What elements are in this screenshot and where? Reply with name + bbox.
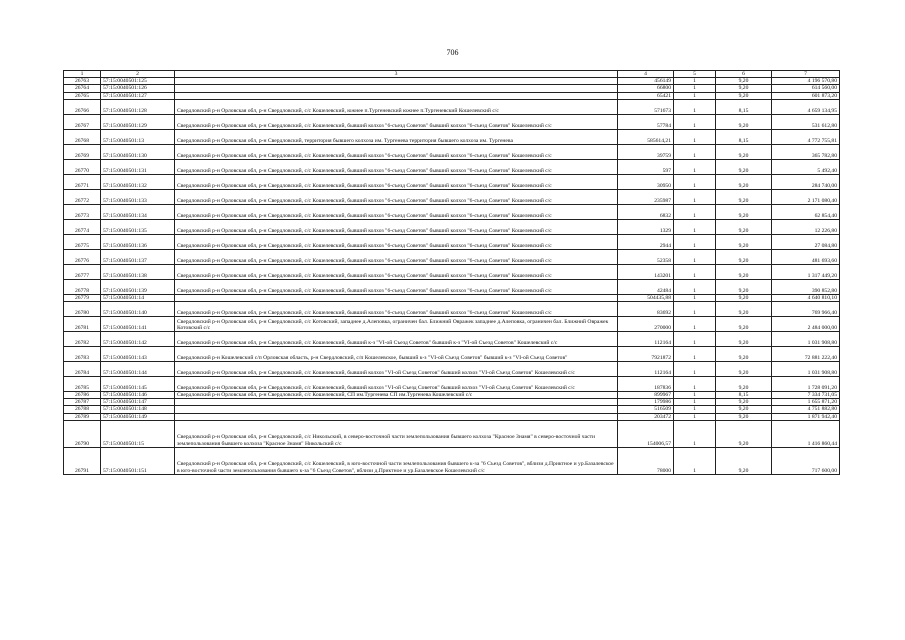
cadastral-number-cell: 57:15:0040501:138 [101,264,175,279]
cadastral-value-cell: 390 852,80 [772,279,840,294]
row-number-cell: 26791 [64,447,101,474]
row-number-cell: 26773 [64,204,101,219]
rate-cell: 9,20 [716,399,772,406]
rate-cell: 9,20 [716,264,772,279]
coefficient-cell: 1 [674,92,716,99]
area-cell: 571673 [618,99,674,114]
area-cell: 1329 [618,219,674,234]
table-row [64,219,840,234]
cadastral-value-cell: 4 196 570,80 [772,78,840,85]
row-number-cell: 26787 [64,399,101,406]
cadastral-number-cell: 57:15:0040501:130 [101,144,175,159]
row-number-cell: 26780 [64,302,101,317]
coefficient-cell: 1 [674,399,716,406]
area-cell: 2944 [618,234,674,249]
coefficient-cell: 1 [674,302,716,317]
table-row [64,317,840,332]
table-row [64,399,840,406]
cadastral-number-cell: 57:15:0040501:135 [101,219,175,234]
table-row [64,78,840,85]
row-number-cell: 26789 [64,413,101,420]
coefficient-cell: 1 [674,392,716,399]
table-row [64,347,840,362]
cadastral-number-cell: 57:15:0040501:144 [101,362,175,377]
area-cell: 899967 [618,392,674,399]
address-description-cell: Свердловский р-н Орловская обл, р-н Свердловский, территория бывшего колхоза им. Тургенева территория бывшего колхоза им. Тургенева [175,129,618,144]
area-cell: 7921872 [618,347,674,362]
rate-cell: 9,20 [716,279,772,294]
cadastral-number-cell: 57:15:0040501:15 [101,420,175,447]
coefficient-cell: 1 [674,347,716,362]
cadastral-value-cell: 7 334 731,05 [772,392,840,399]
land-plots-table [63,70,840,475]
area-cell: 456149 [618,78,674,85]
table-row [64,294,840,301]
row-number-cell: 26779 [64,294,101,301]
cadastral-value-cell: 12 226,80 [772,219,840,234]
rate-cell: 9,20 [716,447,772,474]
table-row [64,413,840,420]
table-row [64,189,840,204]
rate-cell: 9,20 [716,332,772,347]
row-number-cell: 26775 [64,234,101,249]
address-description-cell: Свердловский р-н Орловская обл, р-н Свердловский, с/с Кошелевский, СП им.Тургенева СП им.Тургенева Кошелевский с/с [175,392,618,399]
cadastral-number-cell: 57:15:0040501:129 [101,114,175,129]
cadastral-number-cell: 57:15:0040501:127 [101,92,175,99]
cadastral-value-cell: 1 871 942,40 [772,413,840,420]
row-number-cell: 26788 [64,406,101,413]
table-row [64,392,840,399]
coefficient-cell: 1 [674,114,716,129]
address-description-cell: Свердловский р-н Орловская обл, р-н Свердловский, с/с Кошелевский, бывший колхоз "6-съезд Советов" бывший колхоз "6-съезд Советов" Кошелевский с/с [175,234,618,249]
rate-cell: 9,20 [716,85,772,92]
area-cell: 585614,21 [618,129,674,144]
address-description-cell [175,413,618,420]
row-number-cell: 26769 [64,144,101,159]
area-cell: 83692 [618,302,674,317]
coefficient-cell: 1 [674,219,716,234]
header-col-4: 4 [618,71,674,78]
cadastral-number-cell: 57:15:0040501:149 [101,413,175,420]
row-number-cell: 26772 [64,189,101,204]
cadastral-value-cell: 1 317 449,20 [772,264,840,279]
area-cell: 65421 [618,92,674,99]
cadastral-number-cell: 57:15:0040501:131 [101,159,175,174]
row-number-cell: 26785 [64,377,101,392]
area-cell: 143201 [618,264,674,279]
table-row [64,85,840,92]
address-description-cell: Свердловский р-н Орловская обл, р-н Свердловский, с/с Кошелевский, бывший колхоз "6-съезд Советов" бывший колхоз "6-съезд Советов" Кошелевский с/с [175,189,618,204]
rate-cell: 9,20 [716,174,772,189]
address-description-cell: Свердловский р-н Орловская обл, р-н Свердловский, с/с Кошелевский, бывший колхоз "6-съезд Советов" бывший колхоз "6-съезд Советов" Кошелевский с/с [175,249,618,264]
cadastral-number-cell: 57:15:0040501:126 [101,85,175,92]
rate-cell: 9,20 [716,347,772,362]
coefficient-cell: 1 [674,332,716,347]
area-cell: 78000 [618,447,674,474]
area-cell: 52358 [618,249,674,264]
rate-cell: 8,15 [716,392,772,399]
address-description-cell: Свердловский р-н Орловская обл, р-н Свердловский, с/с Кошелевский, бывший колхоз "6-съезд Советов" бывший колхоз "6-съезд Советов" Кошелевский с/с [175,302,618,317]
area-cell: 66800 [618,85,674,92]
cadastral-value-cell: 62 854,40 [772,204,840,219]
cadastral-number-cell: 57:15:0040501:143 [101,347,175,362]
rate-cell: 9,20 [716,406,772,413]
cadastral-number-cell: 57:15:0040501:146 [101,392,175,399]
address-description-cell: Свердловский р-н Орловская обл, р-н Свердловский, с/с Кошелевский, бывший колхоз "6-съезд Советов" бывший колхоз "6-съезд Советов" Кошелевский с/с [175,144,618,159]
cadastral-number-cell: 57:15:0040501:13 [101,129,175,144]
table-row [64,174,840,189]
area-cell: 57784 [618,114,674,129]
area-cell: 203472 [618,413,674,420]
row-number-cell: 26768 [64,129,101,144]
coefficient-cell: 1 [674,174,716,189]
table-row [64,249,840,264]
cadastral-value-cell: 4 659 134,95 [772,99,840,114]
cadastral-number-cell: 57:15:0040501:151 [101,447,175,474]
coefficient-cell: 1 [674,144,716,159]
coefficient-cell: 1 [674,420,716,447]
coefficient-cell: 1 [674,317,716,332]
area-cell: 39759 [618,144,674,159]
table-header-row [64,71,840,78]
address-description-cell: Свердловский р-н Орловская обл, р-н Свердловский, с/с Кошелевский, бывший колхоз "6-съезд Советов" бывший колхоз "6-съезд Советов" Кошелевский с/с [175,159,618,174]
cadastral-value-cell: 5 492,40 [772,159,840,174]
row-number-cell: 26778 [64,279,101,294]
table-row [64,92,840,99]
coefficient-cell: 1 [674,99,716,114]
address-description-cell: Свердловский р-н Орловская обл, р-н Свердловский, с/с Кошелевский, бывший колхоз "6-съезд Советов" бывший колхоз "6-съезд Советов" Кошелевский с/с [175,174,618,189]
table-row [64,234,840,249]
table-row [64,264,840,279]
cadastral-value-cell: 2 171 080,40 [772,189,840,204]
area-cell: 112164 [618,362,674,377]
rate-cell: 8,15 [716,99,772,114]
area-cell: 30950 [618,174,674,189]
header-col-1: 1 [64,71,101,78]
rate-cell: 9,20 [716,294,772,301]
address-description-cell [175,92,618,99]
row-number-cell: 26763 [64,78,101,85]
cadastral-number-cell: 57:15:0040501:137 [101,249,175,264]
table-row [64,302,840,317]
area-cell: 597 [618,159,674,174]
cadastral-number-cell: 57:15:0040501:125 [101,78,175,85]
table-row [64,129,840,144]
cadastral-number-cell: 57:15:0040501:148 [101,406,175,413]
coefficient-cell: 1 [674,78,716,85]
cadastral-number-cell: 57:15:0040501:141 [101,317,175,332]
coefficient-cell: 1 [674,264,716,279]
address-description-cell [175,85,618,92]
coefficient-cell: 1 [674,294,716,301]
header-col-2: 2 [101,71,175,78]
address-description-cell: Свердловский р-н Орловская обл, р-н Свердловский, с/с Никольский, в северо-восточной части землепользования бывшего колхоза "Красное Знамя" в северо-восточной части землепользования бывшего колхоза "Красное Знамя" Никольский с/с [175,420,618,447]
cadastral-number-cell: 57:15:0040501:145 [101,377,175,392]
header-col-6: 6 [716,71,772,78]
cadastral-value-cell: 4 640 810,10 [772,294,840,301]
cadastral-value-cell: 481 693,60 [772,249,840,264]
area-cell: 179986 [618,399,674,406]
rate-cell: 9,20 [716,78,772,85]
table-row [64,279,840,294]
cadastral-value-cell: 1 728 091,20 [772,377,840,392]
cadastral-value-cell: 1 031 908,80 [772,362,840,377]
header-col-3: 3 [175,71,618,78]
coefficient-cell: 1 [674,204,716,219]
rate-cell: 9,20 [716,362,772,377]
table-row [64,406,840,413]
area-cell: 154006,57 [618,420,674,447]
cadastral-value-cell: 614 560,00 [772,85,840,92]
row-number-cell: 26784 [64,362,101,377]
row-number-cell: 26766 [64,99,101,114]
row-number-cell: 26783 [64,347,101,362]
cadastral-value-cell: 365 782,80 [772,144,840,159]
address-description-cell: Свердловский р-н Кошелевский с/п Орловская область, р-н Свердловский, с/п Кошелевское, бывший к-з "VI-ой Съезд Советов" бывший к-з "VI-ой Съезд Советов" [175,347,618,362]
address-description-cell [175,399,618,406]
table-body [64,78,840,475]
cadastral-value-cell: 284 740,00 [772,174,840,189]
area-cell: 6832 [618,204,674,219]
rate-cell: 9,20 [716,92,772,99]
cadastral-value-cell: 4 772 755,81 [772,129,840,144]
rate-cell: 9,20 [716,302,772,317]
coefficient-cell: 1 [674,413,716,420]
row-number-cell: 26781 [64,317,101,332]
header-col-7: 7 [772,71,840,78]
coefficient-cell: 1 [674,377,716,392]
rate-cell: 9,20 [716,114,772,129]
rate-cell: 9,20 [716,420,772,447]
cadastral-number-cell: 57:15:0040501:140 [101,302,175,317]
address-description-cell: Свердловский р-н Орловская обл, р-н Свердловский, с/с Кошелевский, бывший колхоз "6-съезд Советов" бывший колхоз "6-съезд Советов" Кошелевский с/с [175,114,618,129]
coefficient-cell: 1 [674,406,716,413]
address-description-cell: Свердловский р-н Орловская обл, р-н Свердловский, с/с Кошелевский, бывший колхоз "6-съезд Советов" бывший колхоз "6-съезд Советов" Кошелевский с/с [175,264,618,279]
address-description-cell [175,406,618,413]
cadastral-number-cell: 57:15:0040501:134 [101,204,175,219]
coefficient-cell: 1 [674,279,716,294]
row-number-cell: 26774 [64,219,101,234]
cadastral-value-cell: 27 084,80 [772,234,840,249]
rate-cell: 8,15 [716,129,772,144]
table-row [64,159,840,174]
address-description-cell: Свердловский р-н Орловская обл, р-н Свердловский, с/с Кошелевский, бывший колхоз "VI-ой Съезд Советов" бывший колхоз "VI-ой Съезд Советов" Кошелевский с/с [175,377,618,392]
rate-cell: 9,20 [716,144,772,159]
row-number-cell: 26765 [64,92,101,99]
cadastral-value-cell: 769 966,40 [772,302,840,317]
cadastral-value-cell: 1 416 860,44 [772,420,840,447]
area-cell: 516509 [618,406,674,413]
row-number-cell: 26786 [64,392,101,399]
row-number-cell: 26782 [64,332,101,347]
area-cell: 504435,88 [618,294,674,301]
address-description-cell: Свердловский р-н Орловская обл, р-н Свердловский, с/с Кошелевский, в юго-восточной части землепользования бывшего к-за "6 Съезд Советов", вблизи д.Приктное и ур.Базалевское в юго-восточной части землепользования бывшего к-за "6 Съезд Советов", вблизи д.Приктное и ур.Базалевское Кошелевский с/с [175,447,618,474]
cadastral-number-cell: 57:15:0040501:133 [101,189,175,204]
address-description-cell: Свердловский р-н Орловская обл, р-н Свердловский, с/с Котовский, западнее д.Алеповка, ограничен бал. Ближний Овражек западнее д.Алеповка, ограничен бал. Ближний Овражек Котовский с/с [175,317,618,332]
coefficient-cell: 1 [674,362,716,377]
table-row [64,144,840,159]
table-row [64,377,840,392]
coefficient-cell: 1 [674,189,716,204]
rate-cell: 9,20 [716,413,772,420]
cadastral-value-cell: 717 600,00 [772,447,840,474]
rate-cell: 9,20 [716,377,772,392]
coefficient-cell: 1 [674,85,716,92]
header-col-5: 5 [674,71,716,78]
rate-cell: 9,20 [716,204,772,219]
rate-cell: 9,20 [716,219,772,234]
address-description-cell: Свердловский р-н Орловская обл, р-н Свердловский, с/с Кошелевский, южнее п.Тургеневский южнее п.Тургеневский Кошелевский с/с [175,99,618,114]
address-description-cell [175,294,618,301]
rate-cell: 9,20 [716,317,772,332]
cadastral-value-cell: 601 873,20 [772,92,840,99]
table-row [64,447,840,474]
row-number-cell: 26771 [64,174,101,189]
table-row [64,420,840,447]
area-cell: 112164 [618,332,674,347]
cadastral-number-cell: 57:15:0040501:128 [101,99,175,114]
row-number-cell: 26776 [64,249,101,264]
table-row [64,332,840,347]
rate-cell: 9,20 [716,159,772,174]
address-description-cell: Свердловский р-н Орловская обл, р-н Свердловский, с/с Кошелевский, бывший колхоз "6-съезд Советов" бывший колхоз "6-съезд Советов" Кошелевский с/с [175,219,618,234]
page-number: 706 [446,48,459,57]
address-description-cell: Свердловский р-н Орловская обл, р-н Свердловский, с/с Кошелевский, бывший колхоз "6-съезд Советов" бывший колхоз "6-съезд Советов" Кошелевский с/с [175,204,618,219]
cadastral-value-cell: 1 655 871,20 [772,399,840,406]
cadastral-number-cell: 57:15:0040501:147 [101,399,175,406]
cadastral-number-cell: 57:15:0040501:136 [101,234,175,249]
rate-cell: 9,20 [716,189,772,204]
table-row [64,114,840,129]
address-description-cell [175,78,618,85]
area-cell: 42484 [618,279,674,294]
cadastral-value-cell: 1 031 908,80 [772,332,840,347]
row-number-cell: 26777 [64,264,101,279]
area-cell: 270000 [618,317,674,332]
rate-cell: 9,20 [716,234,772,249]
row-number-cell: 26770 [64,159,101,174]
row-number-cell: 26767 [64,114,101,129]
coefficient-cell: 1 [674,249,716,264]
row-number-cell: 26790 [64,420,101,447]
area-cell: 235987 [618,189,674,204]
cadastral-number-cell: 57:15:0040501:14 [101,294,175,301]
address-description-cell: Свердловский р-н Орловская обл, р-н Свердловский, с/с Кошелевский, бывший колхоз "VI-ой Съезд Советов" бывший колхоз "VI-ой Съезд Советов" Кошелевский с/с [175,362,618,377]
cadastral-number-cell: 57:15:0040501:142 [101,332,175,347]
address-description-cell: Свердловский р-н Орловская обл, р-н Свердловский, с/с Кошелевский, бывший колхоз "6-съезд Советов" бывший колхоз "6-съезд Советов" Кошелевский с/с [175,279,618,294]
table-row [64,204,840,219]
coefficient-cell: 1 [674,129,716,144]
cadastral-number-cell: 57:15:0040501:139 [101,279,175,294]
rate-cell: 9,20 [716,249,772,264]
table-row [64,362,840,377]
coefficient-cell: 1 [674,234,716,249]
cadastral-value-cell: 4 751 882,80 [772,406,840,413]
cadastral-value-cell: 72 881 222,40 [772,347,840,362]
address-description-cell: Свердловский р-н Орловская обл, р-н Свердловский, с/с Кошелевский, бывший к-з "VI-ой Съезд Советов" бывший к-з "VI-ой Съезд Советов" Кошелевский с/с [175,332,618,347]
table-row [64,99,840,114]
cadastral-value-cell: 531 612,80 [772,114,840,129]
coefficient-cell: 1 [674,159,716,174]
area-cell: 187836 [618,377,674,392]
row-number-cell: 26764 [64,85,101,92]
coefficient-cell: 1 [674,447,716,474]
cadastral-value-cell: 2 484 000,00 [772,317,840,332]
cadastral-number-cell: 57:15:0040501:132 [101,174,175,189]
